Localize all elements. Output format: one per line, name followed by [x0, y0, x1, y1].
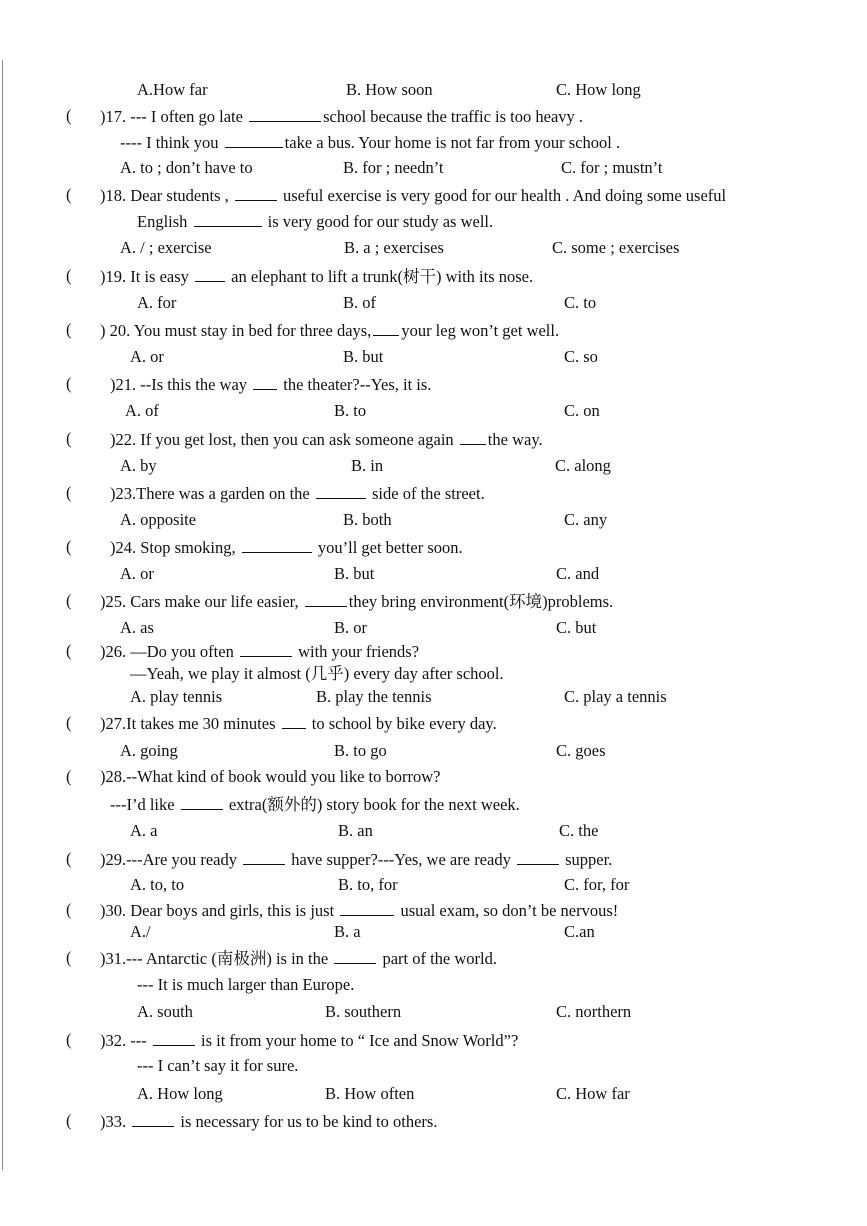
q30-option-a: A./ — [130, 922, 151, 941]
answer-blank — [517, 847, 559, 865]
q26-option-b: B. play the tennis — [316, 687, 432, 706]
q32-options — [0, 1082, 867, 1106]
q25-option-b: B. or — [334, 618, 367, 637]
q27-stem — [0, 711, 867, 735]
q28-option-c: C. the — [559, 821, 599, 840]
q26-stem — [0, 639, 867, 663]
answer-bracket: ( — [66, 591, 72, 610]
answer-blank — [240, 639, 292, 657]
q17-text: )17. --- I often go late school because the traffic is too heavy . — [100, 104, 583, 129]
answer-bracket: ( — [66, 320, 72, 339]
q19-option-c: C. to — [564, 293, 597, 312]
answer-blank — [316, 481, 366, 499]
q19-option-a: A. for — [137, 293, 177, 312]
q17-reply: ---- I think you take a bus. Your home is not far from your school . — [0, 130, 867, 154]
q24-options — [0, 562, 867, 586]
answer-bracket: ( — [66, 537, 72, 556]
q18-stem — [0, 183, 867, 207]
q25-text: )25. Cars make our life easier, they bring environment(环境)problems. — [100, 589, 613, 614]
q33-stem — [0, 1109, 867, 1133]
q32-option-b: B. How often — [325, 1084, 415, 1103]
q20-text: ) 20. You must stay in bed for three days, your leg won’t get well. — [100, 318, 559, 343]
q23-stem — [0, 481, 867, 505]
q27-option-b: B. to go — [334, 741, 387, 760]
q18-text: )18. Dear students , useful exercise is very good for our health . And doing some useful — [100, 183, 726, 208]
q31-option-c: C. northern — [556, 1002, 632, 1021]
answer-blank — [194, 209, 262, 227]
q28-option-b: B. an — [338, 821, 373, 840]
q31-reply: --- It is much larger than Europe. — [137, 975, 355, 994]
answer-blank — [282, 711, 306, 729]
q29-option-a: A. to, to — [130, 875, 185, 894]
q26-options — [0, 685, 867, 709]
answer-blank — [243, 847, 285, 865]
q24-option-a: A. or — [120, 564, 154, 583]
q23-text: )23.There was a garden on the side of the street. — [110, 481, 485, 506]
q29-options — [0, 873, 867, 897]
answer-blank — [181, 792, 223, 810]
q20-option-a: A. or — [130, 347, 164, 366]
q25-option-a: A. as — [120, 618, 154, 637]
q20-option-c: C. so — [564, 347, 598, 366]
q20-options — [0, 345, 867, 369]
q16-option-c: C. How long — [556, 80, 641, 99]
q24-option-b: B. but — [334, 564, 375, 583]
q23-option-c: C. any — [564, 510, 608, 529]
q25-stem — [0, 589, 867, 613]
answer-bracket: ( — [66, 374, 72, 393]
q30-stem — [0, 898, 867, 922]
q25-option-c: C. but — [556, 618, 597, 637]
q16-options — [0, 78, 867, 102]
answer-blank — [242, 535, 312, 553]
q21-options — [0, 399, 867, 423]
q18-options — [0, 236, 867, 260]
q29-option-b: B. to, for — [338, 875, 398, 894]
q28-text: )28.--What kind of book would you like to borrow? — [100, 767, 441, 786]
answer-blank — [225, 130, 283, 148]
q26-reply: —Yeah, we play it almost (几乎) every day after school. — [130, 664, 504, 683]
q30-option-b: B. a — [334, 922, 361, 941]
q22-option-c: C. along — [555, 456, 611, 475]
q24-text: )24. Stop smoking, you’ll get better soon. — [110, 535, 463, 560]
q21-option-c: C. on — [564, 401, 600, 420]
q32-option-a: A. How long — [137, 1084, 223, 1103]
answer-blank — [195, 264, 225, 282]
q17-option-b: B. for ; needn’t — [343, 158, 444, 177]
q32-stem — [0, 1028, 867, 1052]
q23-options — [0, 508, 867, 532]
answer-bracket: ( — [66, 849, 72, 868]
q19-text: )19. It is easy an elephant to lift a trunk(树干) with its nose. — [100, 264, 533, 289]
q22-text: )22. If you get lost, then you can ask someone again the way. — [110, 427, 543, 452]
q31-options — [0, 1000, 867, 1024]
q26-text: )26. —Do you often with your friends? — [100, 639, 419, 664]
q26-option-a: A. play tennis — [130, 687, 223, 706]
q19-options — [0, 291, 867, 315]
answer-bracket: ( — [66, 483, 72, 502]
q21-stem — [0, 372, 867, 396]
q31-option-b: B. southern — [325, 1002, 402, 1021]
answer-blank — [132, 1109, 174, 1127]
answer-blank — [460, 427, 486, 445]
q22-option-a: A. by — [120, 456, 157, 475]
q17-option-c: C. for ; mustn’t — [561, 158, 663, 177]
q19-stem — [0, 264, 867, 288]
q19-option-b: B. of — [343, 293, 376, 312]
answer-bracket: ( — [66, 900, 72, 919]
q16-option-a: A.How far — [137, 80, 208, 99]
q22-options — [0, 454, 867, 478]
answer-bracket: ( — [66, 713, 72, 732]
q21-option-a: A. of — [125, 401, 159, 420]
q31-text: )31.--- Antarctic (南极洲) is in the part of the world. — [100, 946, 497, 971]
answer-bracket: ( — [66, 948, 72, 967]
answer-blank — [373, 318, 399, 336]
answer-blank — [153, 1028, 195, 1046]
q23-option-a: A. opposite — [120, 510, 197, 529]
q31-option-a: A. south — [137, 1002, 193, 1021]
q31-stem — [0, 946, 867, 970]
q18-line2: English is very good for our study as well. — [0, 209, 867, 233]
answer-bracket: ( — [66, 429, 72, 448]
q22-option-b: B. in — [351, 456, 384, 475]
q27-option-a: A. going — [120, 741, 178, 760]
q27-text: )27.It takes me 30 minutes to school by bike every day. — [100, 711, 497, 736]
q30-options — [0, 920, 867, 944]
q33-text: )33. is necessary for us to be kind to others. — [100, 1109, 437, 1134]
q23-option-b: B. both — [343, 510, 392, 529]
q30-option-c: C.an — [564, 922, 595, 941]
q30-text: )30. Dear boys and girls, this is just usual exam, so don’t be nervous! — [100, 898, 618, 923]
q25-options — [0, 616, 867, 640]
q17-options — [0, 156, 867, 180]
q32-reply: --- I can’t say it for sure. — [137, 1056, 299, 1075]
answer-blank — [334, 946, 376, 964]
answer-bracket: ( — [66, 185, 72, 204]
q20-stem — [0, 318, 867, 342]
answer-bracket: ( — [66, 106, 72, 125]
q28-option-a: A. a — [130, 821, 158, 840]
q29-option-c: C. for, for — [564, 875, 630, 894]
q29-text: )29.---Are you ready have supper?---Yes, we are ready supper. — [100, 847, 612, 872]
q21-text: )21. --Is this the way the theater?--Yes, it is. — [110, 372, 431, 397]
q28-stem — [0, 765, 867, 789]
q18-option-a: A. / ; exercise — [120, 238, 212, 257]
q21-option-b: B. to — [334, 401, 367, 420]
q27-options — [0, 739, 867, 763]
answer-blank — [305, 589, 347, 607]
q26-option-c: C. play a tennis — [564, 687, 667, 706]
answer-bracket: ( — [66, 1030, 72, 1049]
q27-option-c: C. goes — [556, 741, 606, 760]
q22-stem — [0, 427, 867, 451]
answer-bracket: ( — [66, 767, 72, 786]
answer-blank — [253, 372, 277, 390]
q20-option-b: B. but — [343, 347, 384, 366]
q28-options — [0, 819, 867, 843]
q28-reply: ---I’d like extra(额外的) story book for the next week. — [0, 792, 867, 816]
q18-option-c: C. some ; exercises — [552, 238, 680, 257]
answer-bracket: ( — [66, 1111, 72, 1130]
q32-option-c: C. How far — [556, 1084, 630, 1103]
q24-option-c: C. and — [556, 564, 600, 583]
answer-blank — [249, 104, 321, 122]
answer-blank — [235, 183, 277, 201]
answer-bracket: ( — [66, 266, 72, 285]
q17-option-a: A. to ; don’t have to — [120, 158, 253, 177]
q17-stem — [0, 104, 867, 128]
answer-bracket: ( — [66, 641, 72, 660]
q32-text: )32. --- is it from your home to “ Ice and Snow World”? — [100, 1028, 518, 1053]
q29-stem — [0, 847, 867, 871]
q24-stem — [0, 535, 867, 559]
q16-option-b: B. How soon — [346, 80, 433, 99]
answer-blank — [340, 898, 394, 916]
q18-option-b: B. a ; exercises — [344, 238, 444, 257]
